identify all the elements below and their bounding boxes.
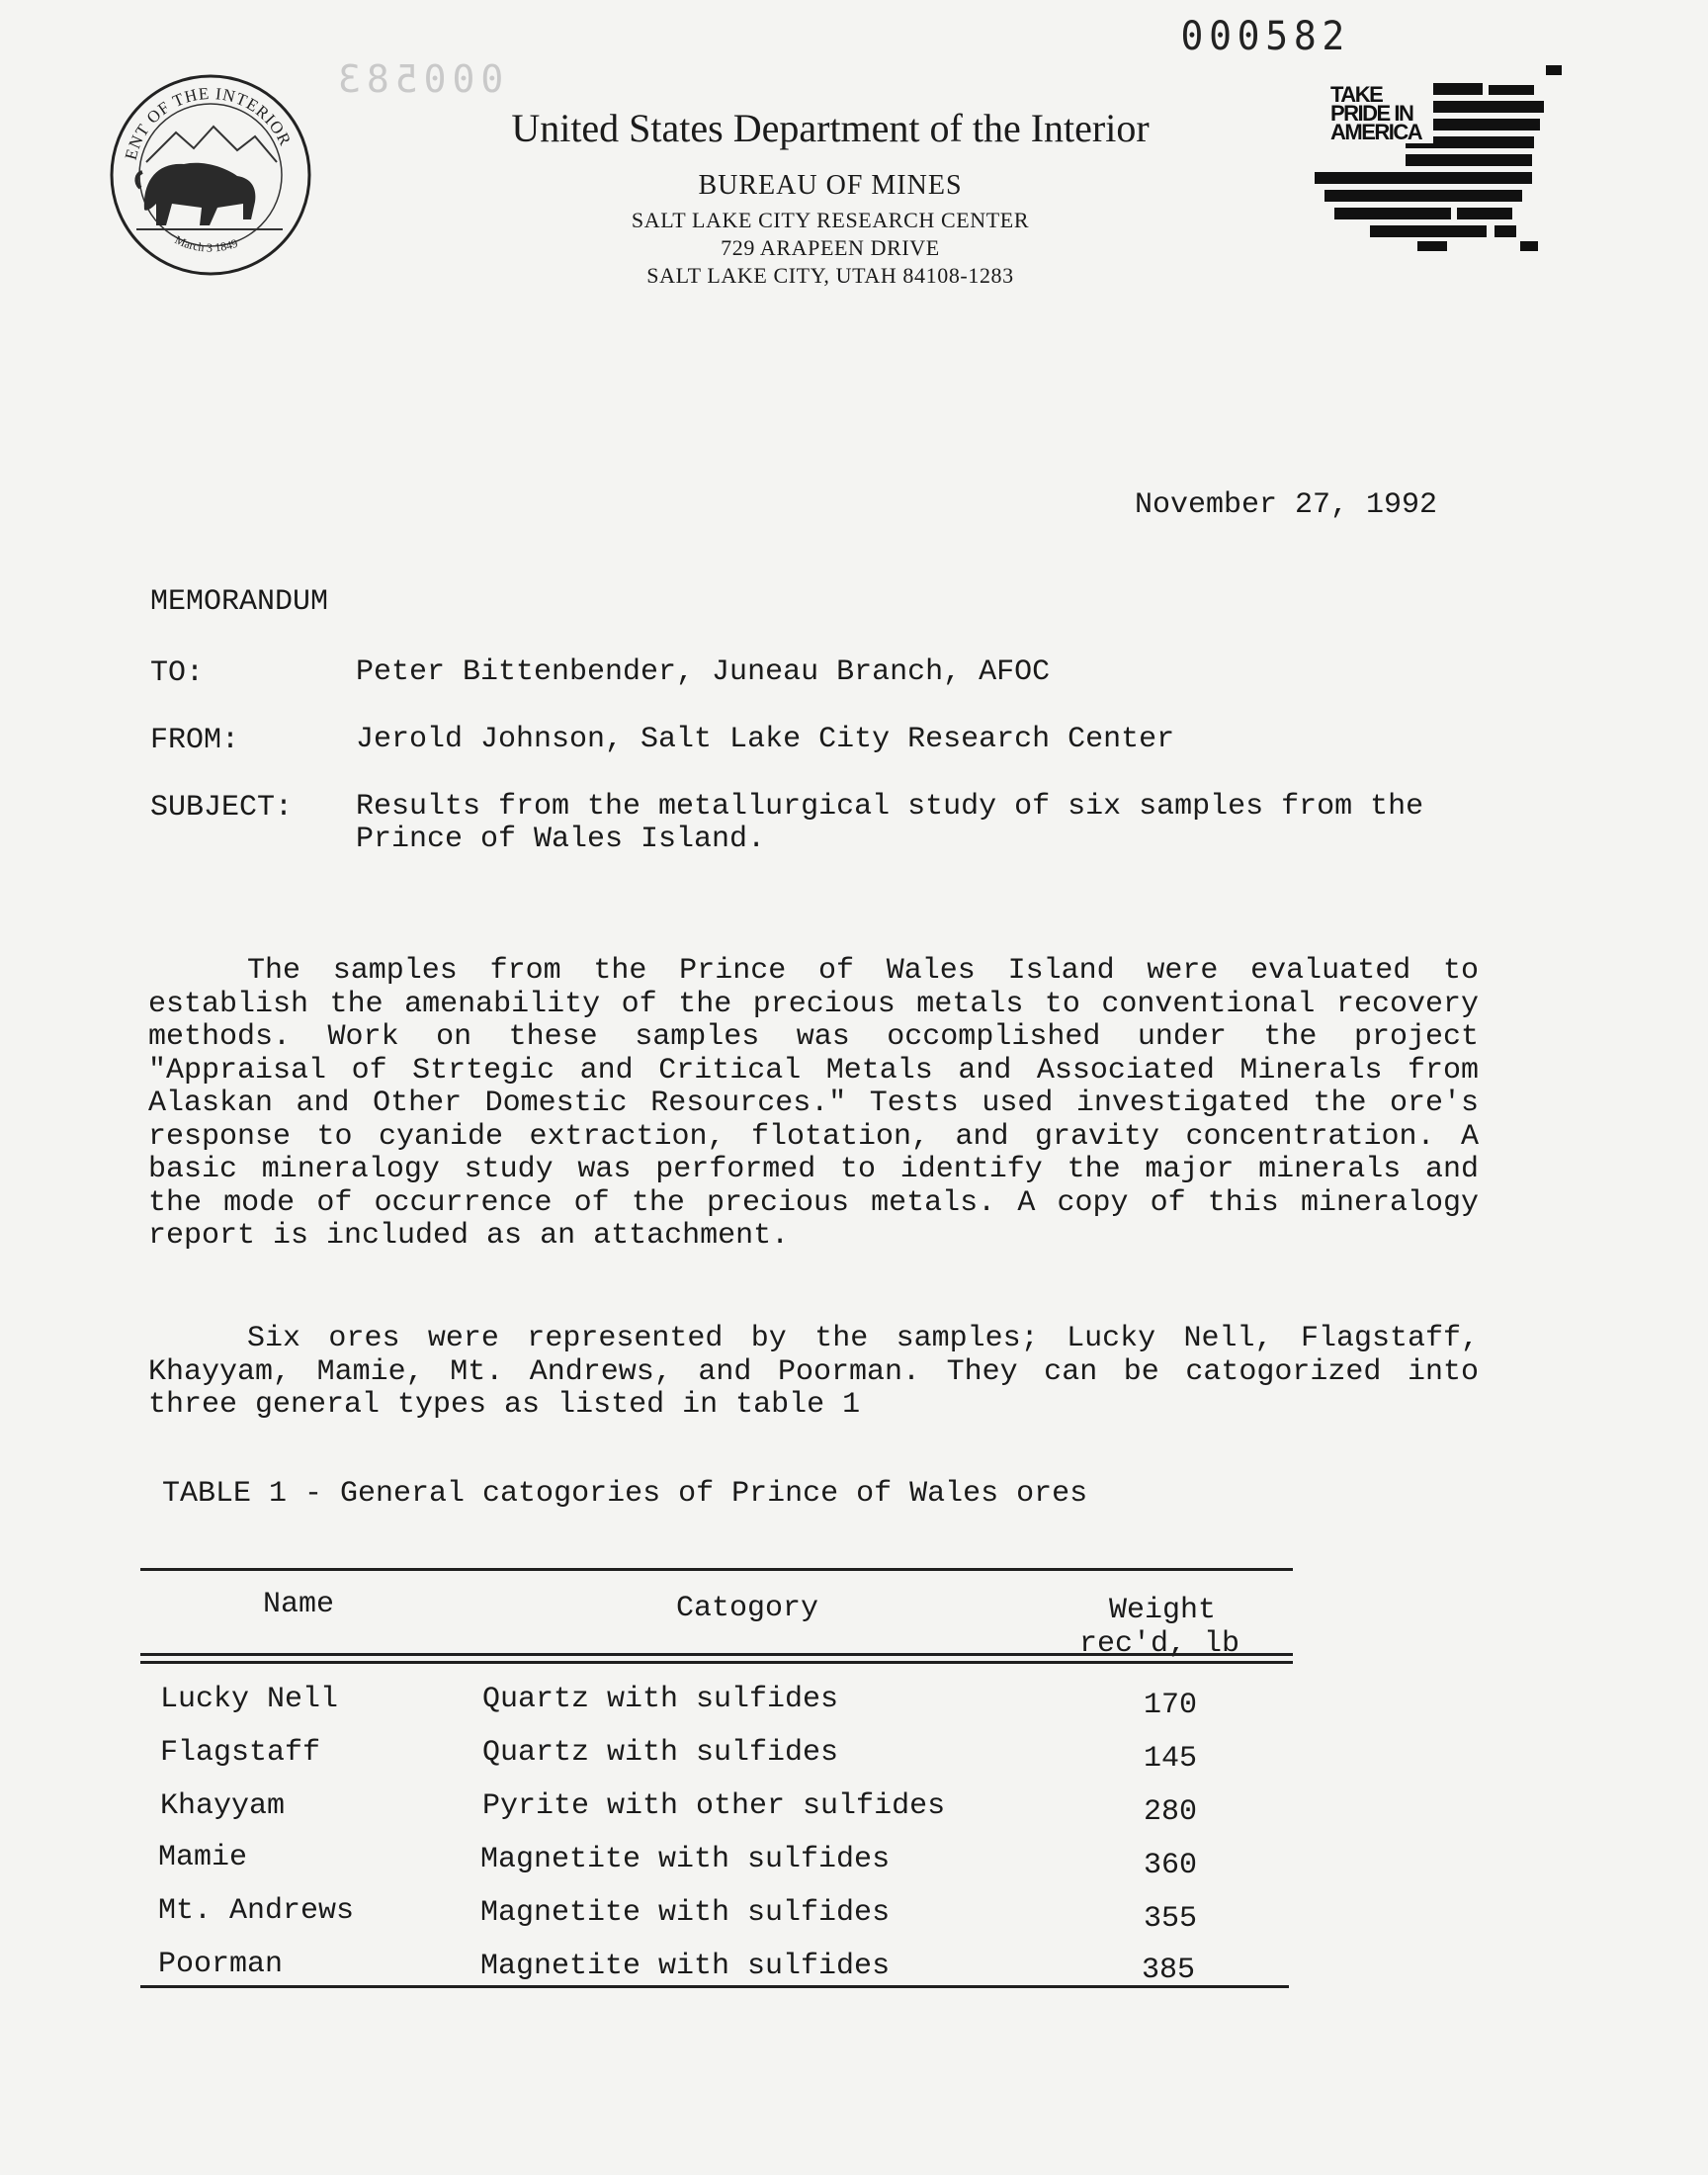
table-cell-weight: 280 [1143, 1795, 1197, 1829]
subject-label: SUBJECT: [150, 791, 294, 825]
paragraph-text: Six ores were represented by the samples; Lucky Nell, Flagstaff, Khayyam, Mamie, Mt. Andrews, and Poorman. They can be catogorized into three general types as listed in table 1 [148, 1322, 1479, 1422]
interior-seal-icon [107, 71, 314, 279]
street-address: 729 ARAPEEN DRIVE [721, 235, 940, 260]
column-header-name: Name [263, 1588, 335, 1621]
table-cell-category: Quartz with sulfides [482, 1683, 839, 1716]
table-header-rule-double [140, 1661, 1293, 1664]
table-cell-category: Quartz with sulfides [482, 1736, 839, 1770]
bleed-through-number-stamp: 000583 [332, 57, 504, 101]
table-cell-weight: 145 [1143, 1742, 1197, 1776]
table-cell-name: Poorman [158, 1948, 284, 1981]
department-title: United States Department of the Interior [511, 106, 1150, 150]
logo-text-line: PRIDE IN [1330, 101, 1413, 126]
bureau-name: BUREAU OF MINES [698, 170, 963, 201]
city-address: SALT LAKE CITY, UTAH 84108-1283 [646, 263, 1014, 288]
logo-text-line: AMERICA [1330, 120, 1422, 144]
svg-text:March 3 1849: March 3 1849 [172, 232, 240, 255]
column-header-category: Catogory [676, 1592, 819, 1625]
table-caption: TABLE 1 - General catogories of Prince of Wales ores [162, 1477, 1088, 1511]
table-cell-name: Mt. Andrews [158, 1894, 355, 1928]
memo-date: November 27, 1992 [1135, 488, 1438, 522]
table-cell-weight: 385 [1141, 1954, 1195, 1987]
table-cell-weight: 360 [1143, 1849, 1197, 1882]
logo-text [1326, 83, 1433, 143]
table-cell-category: Pyrite with other sulfides [482, 1789, 946, 1823]
table-cell-name: Khayyam [160, 1789, 286, 1823]
to-value: Peter Bittenbender, Juneau Branch, AFOC [356, 655, 1051, 689]
table-header-rule [140, 1653, 1293, 1656]
column-header-weight-line2: rec'd, lb [1079, 1627, 1240, 1661]
table-cell-category: Magnetite with sulfides [480, 1950, 891, 1983]
logo-text-line: TAKE [1330, 82, 1383, 107]
table-cell-weight: 170 [1143, 1689, 1197, 1722]
to-label: TO: [150, 656, 205, 690]
take-pride-in-america-logo [1311, 63, 1572, 251]
column-header-weight-line1: Weight [1109, 1594, 1217, 1627]
body-paragraph-2 [148, 1323, 1479, 1423]
document-number-stamp: 000582 [1180, 14, 1350, 59]
from-label: FROM: [150, 724, 240, 757]
research-center-name: SALT LAKE CITY RESEARCH CENTER [631, 208, 1030, 232]
table-bottom-rule [140, 1985, 1289, 1988]
table-top-rule [140, 1568, 1293, 1571]
table-cell-name: Flagstaff [160, 1736, 321, 1770]
subject-value: Results from the metallurgical study of six samples from the Prince of Wales Island. [356, 790, 1424, 856]
table-cell-name: Mamie [158, 1841, 248, 1874]
table-cell-category: Magnetite with sulfides [480, 1843, 891, 1876]
table-cell-name: Lucky Nell [160, 1683, 339, 1716]
memo-type: MEMORANDUM [150, 585, 329, 619]
table-cell-category: Magnetite with sulfides [480, 1896, 891, 1930]
from-value: Jerold Johnson, Salt Lake City Research Center [356, 723, 1175, 756]
paragraph-text: The samples from the Prince of Wales Island were evaluated to establish the amenability of the precious metals to conventional recovery methods. Work on these samples was occomplished under the project "Appraisal of Strtegic and Critical Metals and Associated Minerals from Alaskan and Other Domestic Resources." Tests used investigated the ore's response to cyanide extraction, flotation, and gravity concentration. A basic mineralogy study was performed to identify the major minerals and the mode of occurrence of the precious metals. A copy of this mineralogy report is included as an attachment. [148, 954, 1479, 1253]
body-paragraph-1 [148, 955, 1479, 1254]
svg-text:ENT OF THE INTERIOR: ENT OF THE INTERIOR [121, 83, 296, 162]
table-cell-weight: 355 [1143, 1902, 1197, 1936]
